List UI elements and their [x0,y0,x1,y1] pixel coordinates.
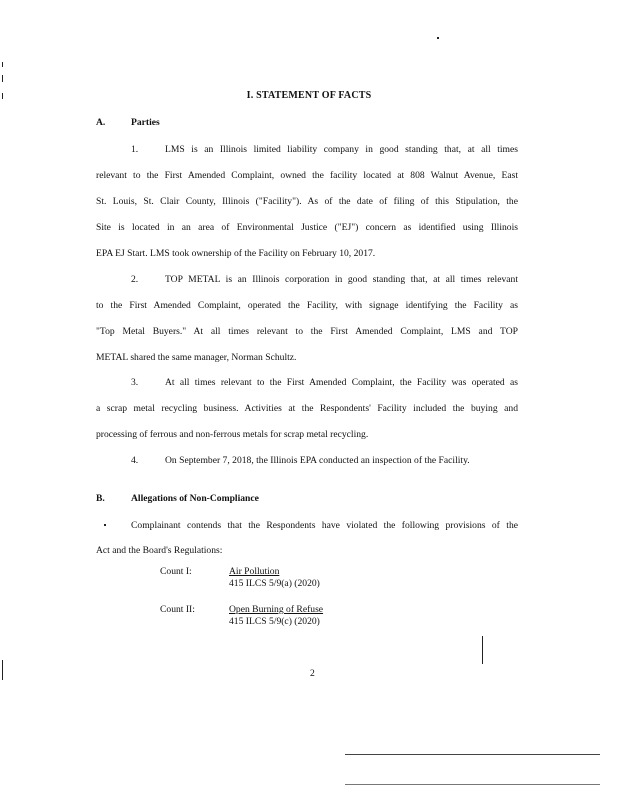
paragraph-line: TOP METAL is an Illinois corporation in good standing that, at all times relevant [165,274,518,285]
paragraph-line: LMS is an Illinois limited liability company in good standing that, at all times [165,144,518,155]
paragraph-line: On September 7, 2018, the Illinois EPA conducted an inspection of the Facility. [165,455,470,466]
scan-mark [104,524,106,526]
paragraph-line: relevant to the First Amended Complaint, owned the facility located at 808 Walnut Avenue, East [96,170,518,181]
paragraph-line: to the First Amended Complaint, operated the Facility, with signage identifying the Facility as [96,300,518,311]
page-number: 2 [310,668,315,679]
scan-rule [345,784,600,785]
count-label: Count I: [160,566,192,577]
paragraph-line: METAL shared the same manager, Norman Schultz. [96,352,297,363]
count-citation: 415 ILCS 5/9(c) (2020) [229,616,320,627]
section-a-heading: Parties [131,117,160,128]
scan-rule [345,754,600,755]
paragraph-number: 3. [131,377,139,388]
paragraph-number: 2. [131,274,139,285]
paragraph-line: At all times relevant to the First Amended Complaint, the Facility was operated as [165,377,518,388]
scan-mark [2,62,3,67]
count-citation: 415 ILCS 5/9(a) (2020) [229,578,320,589]
scan-mark [437,37,439,39]
paragraph-number: 1. [131,144,139,155]
paragraph-line: a scrap metal recycling business. Activities at the Respondents' Facility included the buying and [96,403,518,414]
count-title: Open Burning of Refuse [229,604,324,615]
paragraph-line: St. Louis, St. Clair County, Illinois ("Facility"). As of the date of filing of this Stipulation, the [96,196,518,207]
intro-line: Complainant contends that the Respondents have violated the following provisions of the [131,520,518,531]
scan-mark [2,75,3,82]
count-title: Air Pollution [229,566,280,577]
paragraph-line: EPA EJ Start. LMS took ownership of the Facility on February 10, 2017. [96,248,376,259]
paragraph-number: 4. [131,455,139,466]
paragraph-line: processing of ferrous and non-ferrous metals for scrap metal recycling. [96,429,369,440]
section-a-label: A. [96,117,106,128]
scan-mark [482,636,483,664]
paragraph-line: "Top Metal Buyers." At all times relevant to the First Amended Complaint, LMS and TOP [96,326,518,337]
intro-line: Act and the Board's Regulations: [96,545,223,556]
section-b-label: B. [96,493,105,504]
scan-mark [2,660,3,680]
paragraph-line: Site is located in an area of Environmental Justice ("EJ") concern as identified using Illinois [96,222,518,233]
section-b-heading: Allegations of Non-Compliance [131,493,259,504]
page-title: I. STATEMENT OF FACTS [246,90,372,101]
count-label: Count II: [160,604,195,615]
